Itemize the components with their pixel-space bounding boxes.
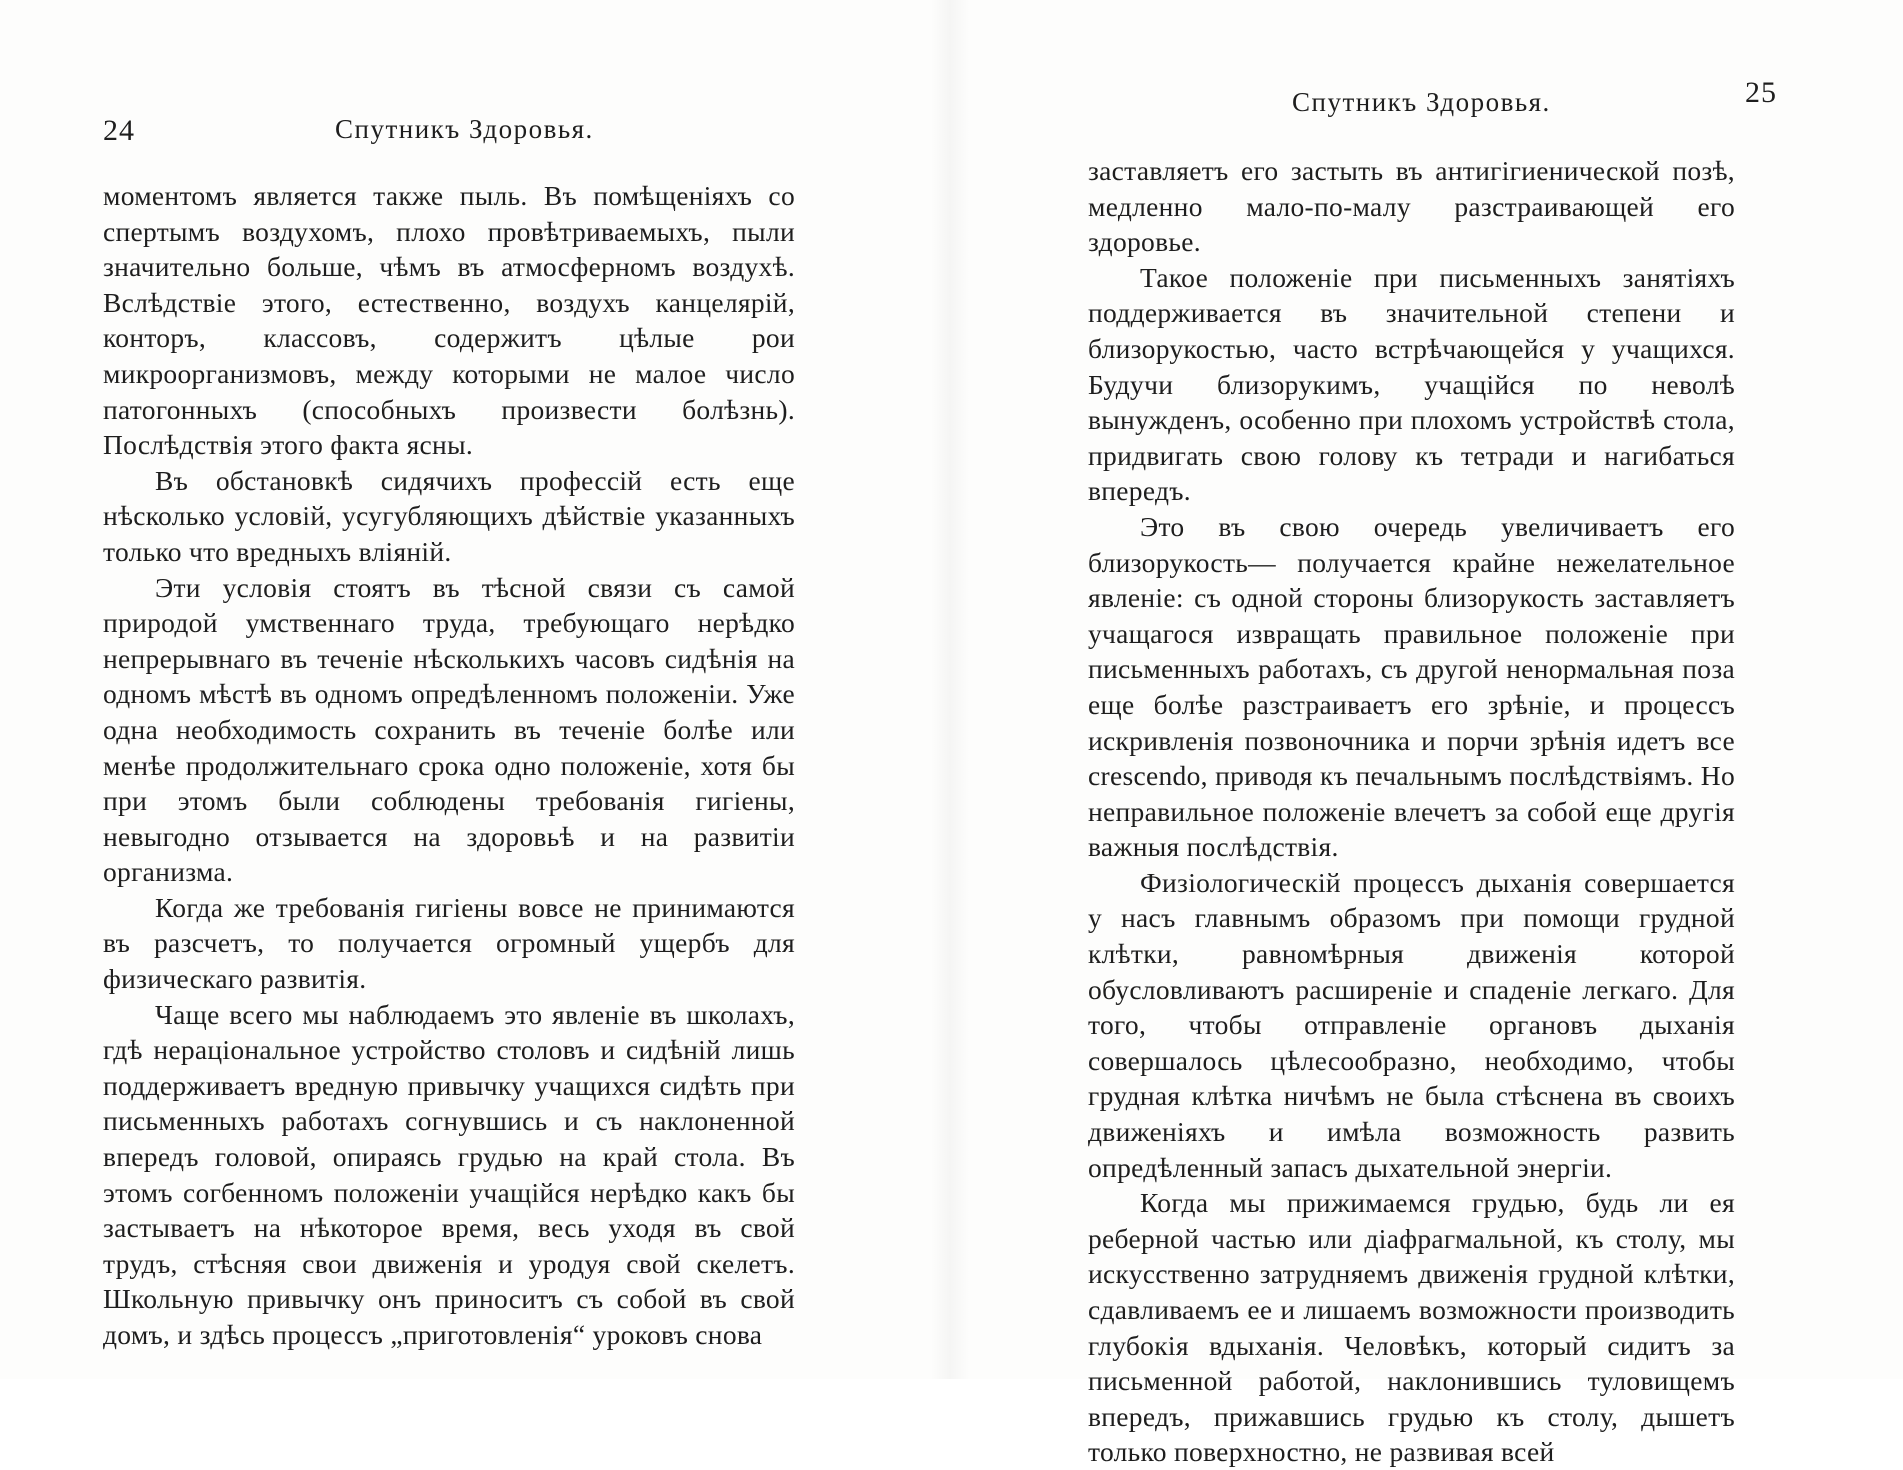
paragraph: Физіологическій процессъ дыханія совершается у насъ главнымъ образомъ при помощи грудной клѣтки, равномѣрныя движенія которой обусловливаютъ расширеніе и спаденіе легкаго. Для того, чтобы отправленіе органовъ дыханія совершалось цѣлесообразно, необходимо, чтобы грудная клѣтка ничѣмъ не была стѣснена въ своихъ движеніяхъ и имѣла возможность развить опредѣленный запасъ дыхательной энергіи. xyxy=(1088,866,1735,1183)
page-number: 25 xyxy=(1745,76,1777,109)
page-body xyxy=(103,178,795,1353)
paragraph: Такое положеніе при письменныхъ занятіяхъ поддерживается въ значительной степени и близорукостью, часто встрѣчающейся у учащихся. Будучи близорукимъ, учащійся по неволѣ вынужденъ, особенно при плохомъ устройствѣ стола, придвигать свою голову къ тетради и нагибаться впередъ. xyxy=(1088,261,1735,507)
paragraph: заставляетъ его застыть въ антигігиенической позѣ, медленно мало-по-малу разстраивающей его здоровье. xyxy=(1088,155,1735,258)
running-head: Спутникъ Здоровья. xyxy=(1292,87,1551,117)
right-page xyxy=(950,0,1903,1468)
paragraph: Когда же требованія гигіены вовсе не принимаются въ разсчетъ, то получается огромный ущербъ для физическаго развитія. xyxy=(103,891,795,995)
paragraph: Это въ свою очередь увеличиваетъ его близорукость— получается крайне нежелательное явленіе: съ одной стороны близорукость заставляетъ учащагося извращать правильное положеніе при письменныхъ работахъ, съ другой ненормальная поза еще болѣе разстраиваетъ его зрѣніе, и процессъ искривленія позвоночника и порчи зрѣнія идетъ все crescendo, приводя къ печальнымъ послѣдствіямъ. Но неправильное положеніе влечетъ за собой еще другія важныя послѣдствія. xyxy=(1088,510,1735,863)
paragraph: Когда мы прижимаемся грудью, будь ли ея реберной частью или діафрагмальной, къ столу, мы искусственно затрудняемъ движенія грудной клѣтки, сдавливаемъ ее и лишаемъ возможности производить глубокія вдыханія. Человѣкъ, который сидитъ за письменной работой, наклонившись туловищемъ впередъ, прижавшись грудью къ столу, дышетъ только поверхностно, не развивая всей xyxy=(1088,1187,1735,1468)
paragraph: Въ обстановкѣ сидячихъ профессій есть еще нѣсколько условій, усугубляющихъ дѣйствіе указанныхъ только что вредныхъ вліяній. xyxy=(103,464,795,567)
left-page xyxy=(0,0,950,1379)
running-head: Спутникъ Здоровья. xyxy=(335,114,594,144)
paragraph: моментомъ является также пыль. Въ помѣщеніяхъ со спертымъ воздухомъ, плохо провѣтриваемыхъ, пыли значительно больше, чѣмъ въ атмосферномъ воздухѣ. Вслѣдствіе этого, естественно, воздухъ канцелярій, конторъ, классовъ, содержитъ цѣлые рои микроорганизмовъ, между которыми не малое число патогонныхъ (способныхъ произвести болѣзнь). Послѣдствія этого факта ясны. xyxy=(103,180,795,461)
paragraph: Чаще всего мы наблюдаемъ это явленіе въ школахъ, гдѣ нераціональное устройство столовъ и сидѣній лишь поддерживаетъ вредную привычку учащихся сидѣть при письменныхъ работахъ согнувшись и съ наклоненной впередъ головой, опираясь грудью на край стола. Въ этомъ согбенномъ положеніи учащійся нерѣдко какъ бы застываетъ на нѣкоторое время, весь уходя въ свой трудъ, стѣсняя свои движенія и уродуя свой скелетъ. Школьную привычку онъ приноситъ съ собой въ свой домъ, и здѣсь процессъ „приготовленія“ уроковъ снова xyxy=(103,998,795,1350)
page-number: 24 xyxy=(103,114,135,147)
page-body xyxy=(1088,153,1735,1470)
paragraph: Эти условія стоятъ въ тѣсной связи съ самой природой умственнаго труда, требующаго нерѣдко непрерывнаго въ теченіе нѣсколькихъ часовъ сидѣнія на одномъ мѣстѣ въ одномъ опредѣленномъ положеніи. Уже одна необходимость сохранить въ теченіе болѣе или менѣе продолжительнаго срока одно положеніе, хотя бы при этомъ были соблюдены требованія гигіены, невыгодно отзывается на здоровьѣ и на развитіи организма. xyxy=(103,571,795,888)
